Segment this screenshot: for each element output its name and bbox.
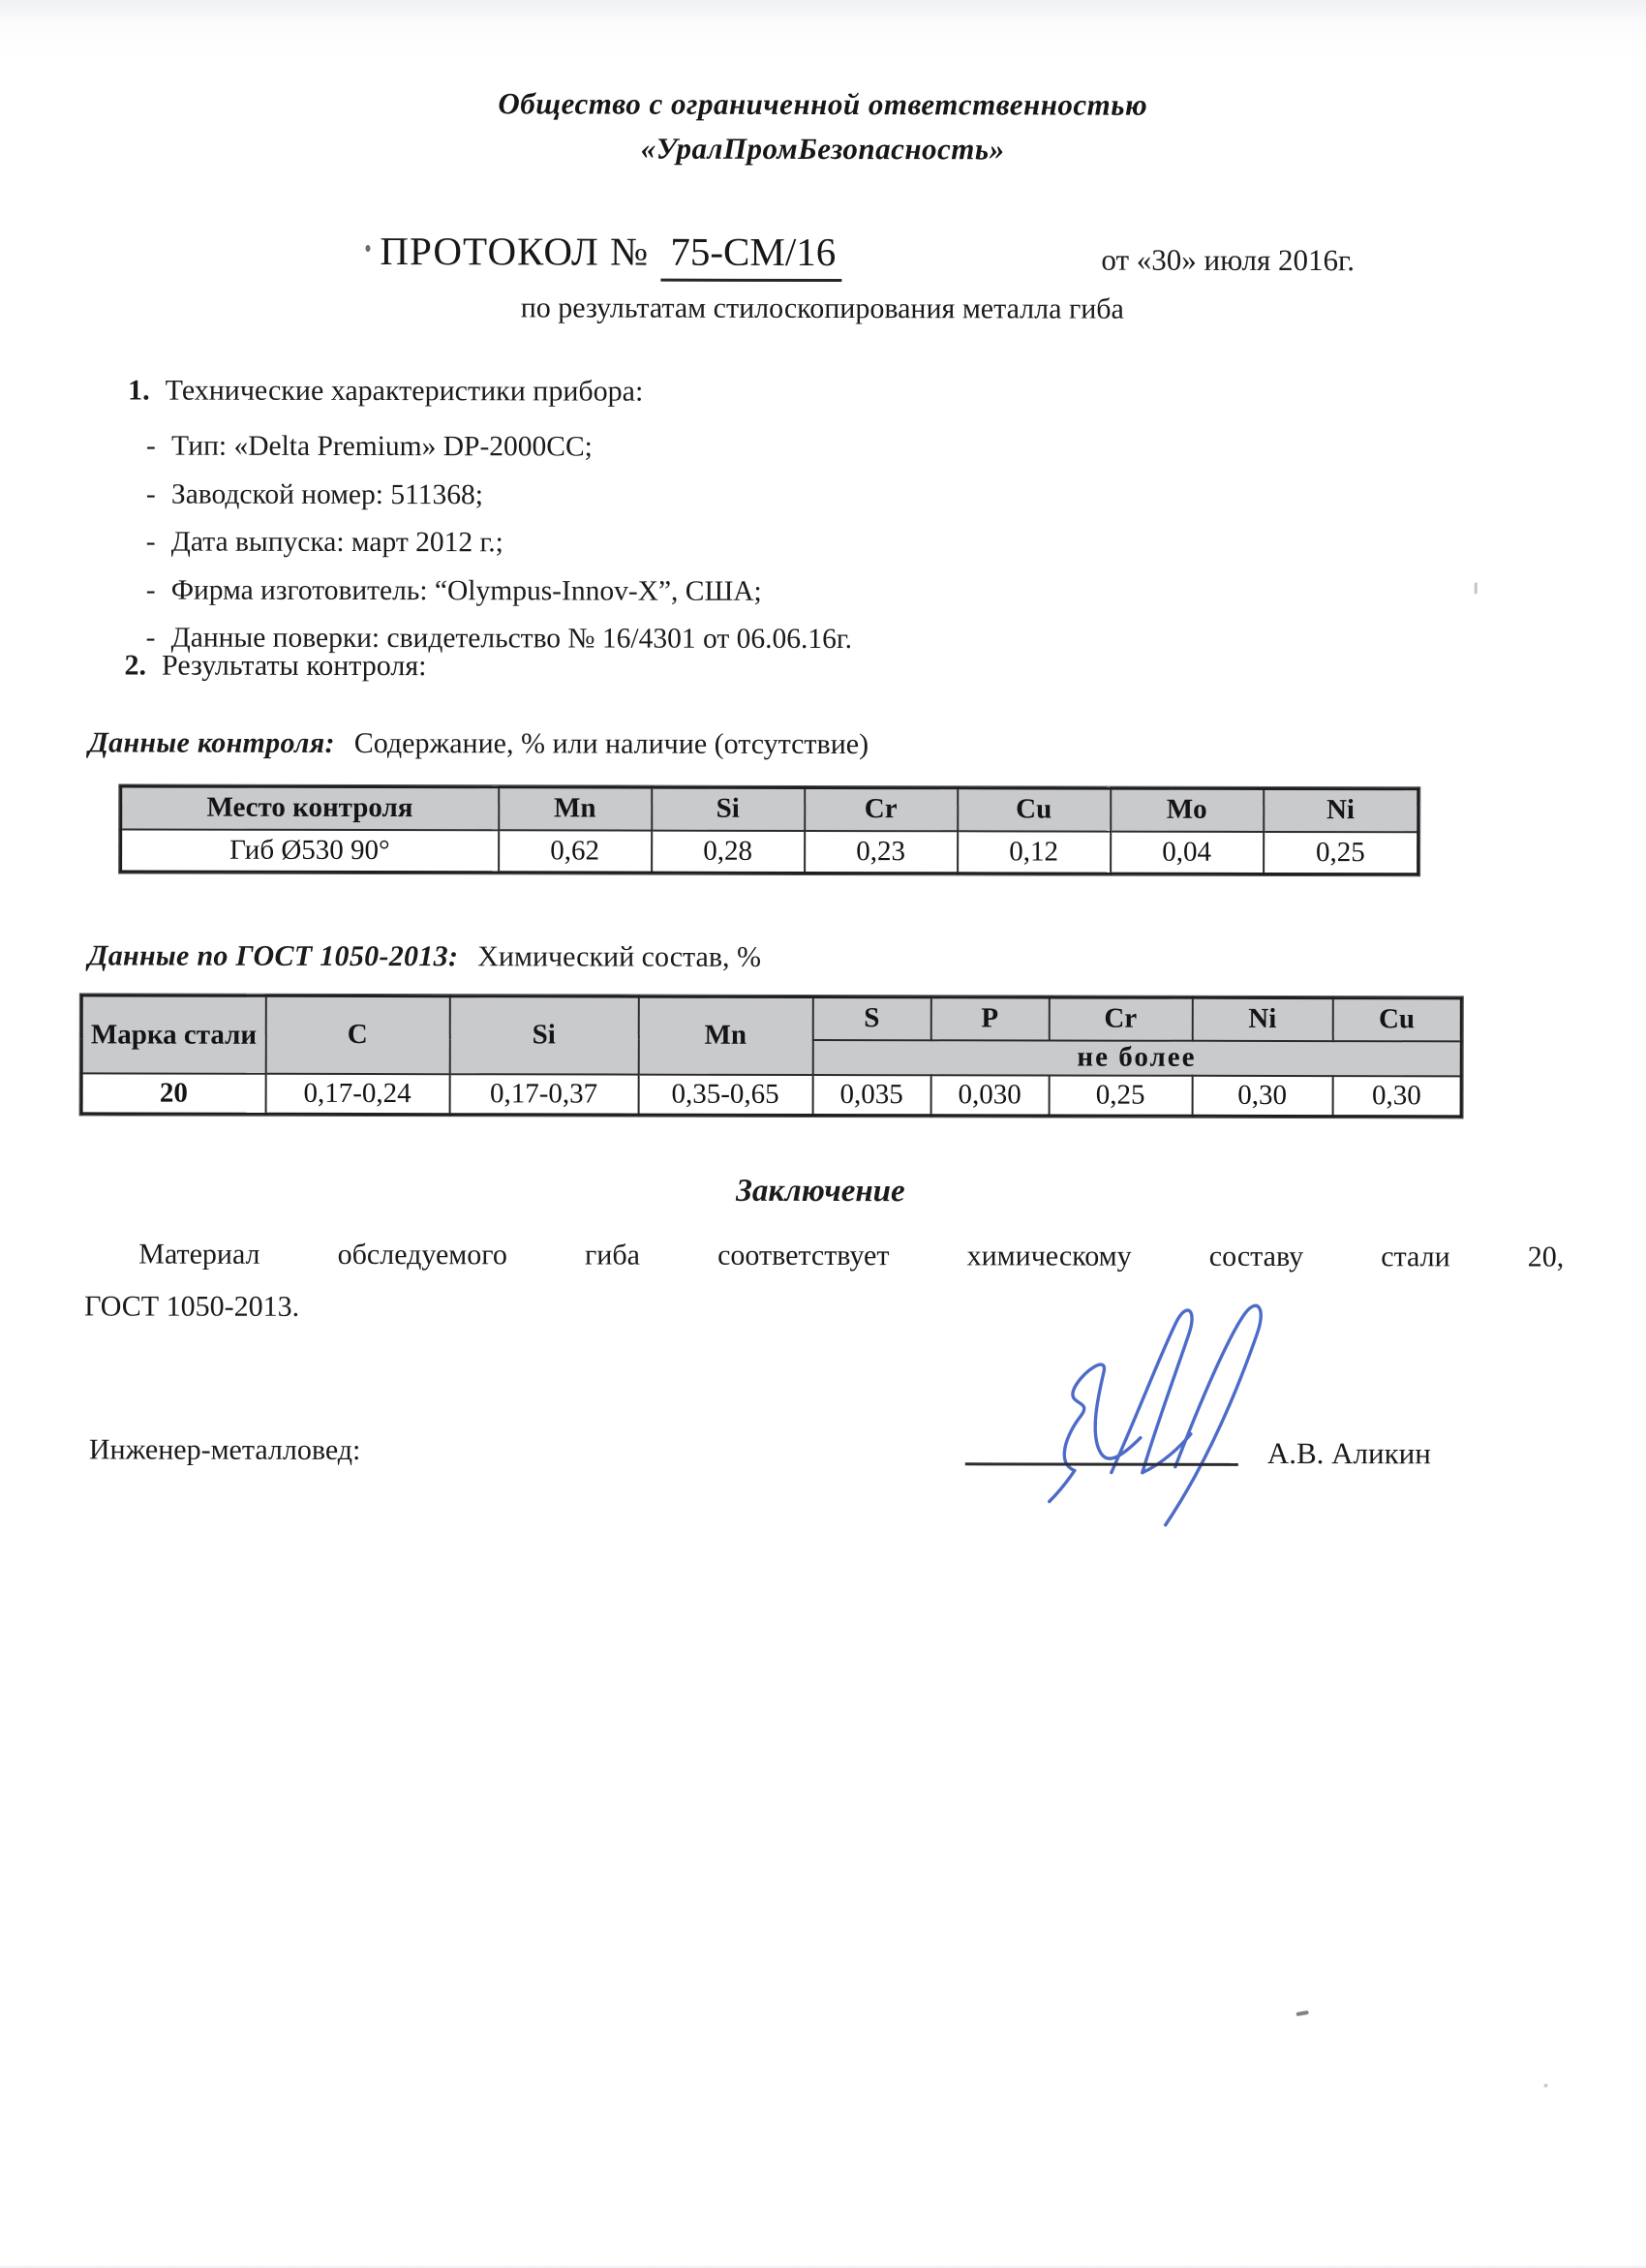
cell-cr: 0,23: [805, 830, 958, 873]
cell-s: 0,035: [812, 1074, 930, 1115]
col-header-ni: Ni: [1192, 997, 1332, 1040]
section1-number: 1.: [128, 374, 150, 407]
bullet-dash: -: [145, 478, 156, 510]
conclusion-paragraph: [84, 1228, 1564, 1335]
scan-speck: [1475, 582, 1478, 594]
spec-manufacturer: Фирма изготовитель: “Olympus-Innov-X”, США;: [170, 574, 762, 607]
list-item: [146, 423, 853, 473]
col-header-mn: Mn: [499, 787, 652, 830]
org-name-line2: «УралПромБезопасность»: [640, 131, 1005, 167]
table-header-row: [81, 996, 1461, 1041]
col-header-cr: Cr: [1049, 997, 1192, 1040]
gost-data-label: Данные по ГОСТ 1050-2013:: [87, 939, 459, 973]
col-header-ni: Ni: [1264, 788, 1418, 831]
gost-data-line: [88, 939, 761, 973]
col-header-si: Si: [449, 996, 638, 1074]
gost-composition-table: [80, 994, 1463, 1118]
protocol-title: [380, 228, 841, 275]
protocol-title-label: ПРОТОКОЛ №: [380, 229, 650, 274]
bullet-dash: -: [145, 574, 156, 606]
bullet-dash: -: [145, 622, 156, 654]
cell-si: 0,28: [652, 830, 805, 873]
col-header-place: Место контроля: [121, 786, 499, 830]
section2-heading: [125, 649, 427, 683]
cell-cu: 0,12: [958, 831, 1111, 873]
col-header-mn: Mn: [638, 996, 812, 1074]
cell-c: 0,17-0,24: [265, 1073, 449, 1114]
col-header-p: P: [930, 997, 1049, 1040]
control-results-table: [119, 784, 1419, 875]
list-item: [146, 471, 853, 520]
control-data-label: Данные контроля:: [88, 726, 335, 759]
col-header-s: S: [812, 996, 930, 1039]
limit-note: не более: [812, 1039, 1461, 1075]
section1-heading: [128, 374, 643, 408]
cell-si: 0,17-0,37: [449, 1074, 638, 1115]
cell-place: Гиб Ø530 90°: [121, 829, 499, 873]
spec-serial: Заводской номер: 511368;: [170, 478, 483, 510]
protocol-number: 75-СМ/16: [660, 230, 841, 282]
stray-dot-artifact: [365, 245, 370, 252]
col-header-c: C: [265, 996, 449, 1073]
spec-type: Тип: «Delta Premium» DP-2000CC;: [171, 430, 593, 463]
bullet-dash: -: [145, 526, 156, 558]
cell-ni: 0,25: [1264, 831, 1418, 873]
cell-cu: 0,30: [1332, 1076, 1461, 1117]
list-item: [146, 519, 853, 568]
section2-heading-text: Результаты контроля:: [162, 649, 427, 683]
section1-heading-text: Технические характеристики прибора:: [165, 374, 644, 408]
signature-role-label: Инженер-металловед:: [88, 1433, 361, 1467]
protocol-subtitle: по результатам стилоскопирования металла гиба: [520, 291, 1124, 325]
handwritten-signature: [1019, 1280, 1310, 1533]
cell-p: 0,030: [930, 1075, 1049, 1116]
conclusion-line1: Материал обследуемого гиба соответствует химическому составу стали 20,: [138, 1238, 1565, 1273]
table-row: [121, 829, 1418, 874]
scan-speck: [1295, 2010, 1308, 2016]
col-header-cr: Cr: [805, 787, 958, 830]
scan-speck: [1543, 2084, 1547, 2088]
conclusion-line2: ГОСТ 1050-2013.: [84, 1290, 300, 1323]
control-data-text: Содержание, % или наличие (отсутствие): [353, 726, 869, 761]
control-data-line: [88, 726, 869, 761]
cell-steel-grade: 20: [81, 1073, 265, 1114]
section2-number: 2.: [124, 649, 147, 682]
org-name-line1: Общество с ограниченной ответственностью: [498, 86, 1148, 122]
list-item: [146, 567, 853, 616]
conclusion-heading: Заключение: [736, 1173, 905, 1210]
col-header-steel-grade: Марка стали: [81, 996, 265, 1073]
cell-mo: 0,04: [1111, 831, 1264, 873]
col-header-mo: Mo: [1111, 788, 1264, 831]
cell-mn: 0,35-0,65: [638, 1074, 812, 1115]
cell-ni: 0,30: [1192, 1075, 1332, 1116]
bullet-dash: -: [146, 430, 156, 462]
protocol-date: от «30» июля 2016г.: [1101, 242, 1356, 278]
table-header-row: [121, 786, 1418, 832]
col-header-cu: Cu: [958, 788, 1111, 831]
signature-line: [965, 1462, 1238, 1466]
gost-data-text: Химический состав, %: [477, 940, 762, 973]
spec-verification: Данные поверки: свидетельство № 16/4301 от 06.06.16г.: [170, 622, 853, 656]
col-header-si: Si: [652, 787, 805, 830]
device-spec-list: [146, 423, 853, 664]
cell-mn: 0,62: [499, 830, 652, 873]
table-row: [81, 1073, 1461, 1117]
spec-release-date: Дата выпуска: март 2012 г.;: [170, 526, 503, 559]
cell-cr: 0,25: [1049, 1075, 1192, 1116]
col-header-cu: Cu: [1332, 998, 1461, 1041]
signatory-name: А.В. Аликин: [1266, 1435, 1431, 1471]
